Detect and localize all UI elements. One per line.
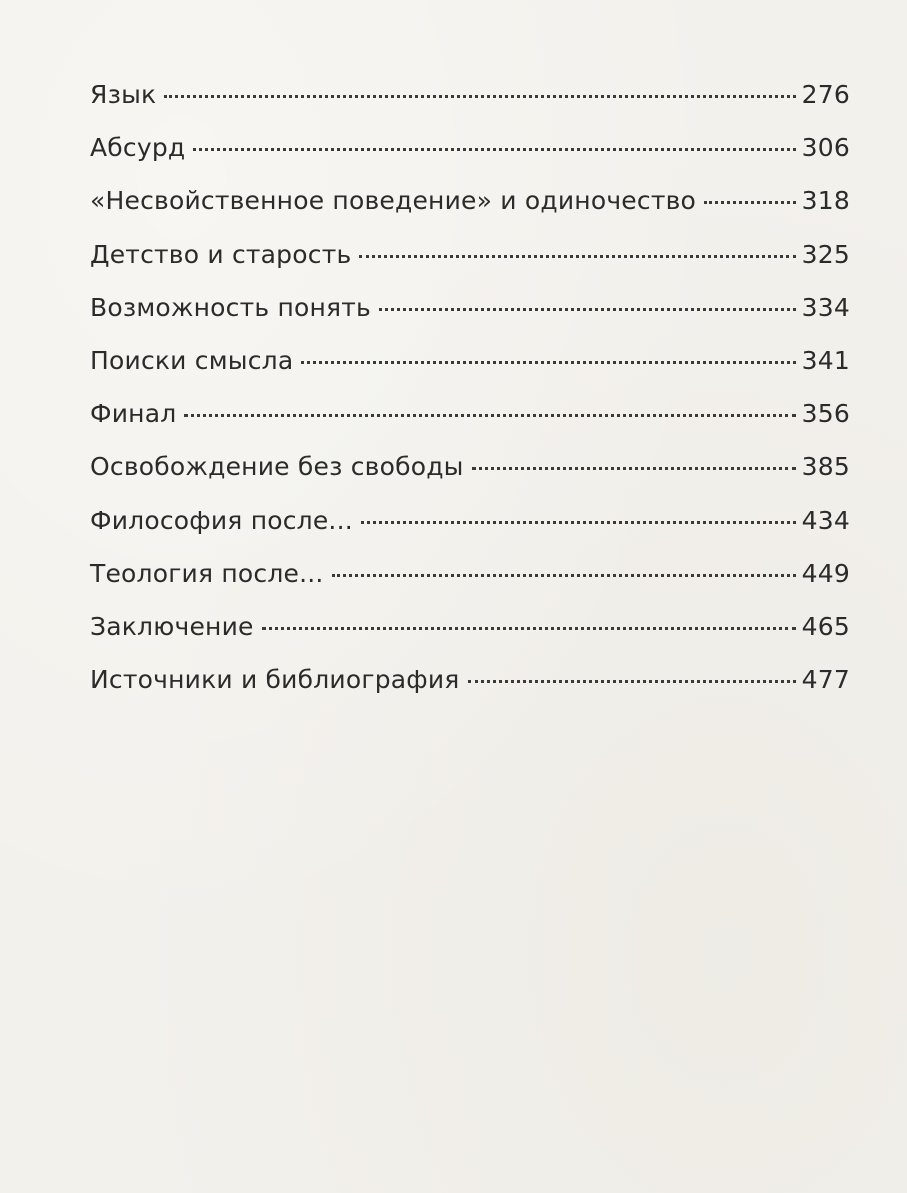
toc-entry-page: 306	[801, 133, 850, 163]
toc-entry	[90, 346, 850, 399]
toc-entry-page: 325	[801, 239, 850, 269]
toc-entry	[90, 559, 850, 612]
toc-entry-page: 449	[801, 558, 850, 588]
toc-entry	[90, 612, 850, 665]
dot-leader	[468, 680, 796, 683]
toc-entry-title: Абсурд	[90, 133, 186, 163]
dot-leader	[704, 201, 796, 204]
dot-leader	[262, 627, 796, 630]
dot-leader	[164, 95, 795, 98]
toc-entry-title: Заключение	[90, 611, 254, 641]
toc-entry	[90, 452, 850, 505]
toc-entry	[90, 133, 850, 186]
dot-leader	[193, 148, 795, 151]
toc-entry-page: 276	[801, 80, 850, 109]
toc-entry-page: 434	[801, 505, 850, 535]
table-of-contents	[90, 80, 850, 718]
toc-entry	[90, 506, 850, 559]
toc-entry	[90, 293, 850, 346]
toc-entry-title: Поиски смысла	[90, 345, 294, 375]
toc-entry-page: 465	[801, 611, 850, 641]
toc-entry-page: 318	[801, 186, 850, 216]
dot-leader	[184, 414, 795, 417]
toc-entry	[90, 240, 850, 293]
dot-leader	[379, 308, 796, 311]
toc-entry	[90, 186, 850, 239]
toc-entry-title: Детство и старость	[90, 239, 352, 269]
toc-entry-title: Возможность понять	[90, 292, 371, 322]
toc-entry-title: Теология после...	[90, 558, 324, 588]
toc-entry-title: Источники и библиография	[90, 665, 460, 695]
toc-entry-page: 334	[801, 292, 850, 322]
toc-entry-title: Освобождение без свободы	[90, 452, 464, 482]
toc-entry-page: 385	[801, 452, 850, 482]
toc-entry	[90, 399, 850, 452]
toc-entry	[90, 80, 850, 133]
toc-entry-title: Философия после...	[90, 505, 353, 535]
dot-leader	[332, 574, 796, 577]
dot-leader	[361, 521, 796, 524]
toc-entry	[90, 665, 850, 718]
toc-entry-page: 341	[801, 345, 850, 375]
dot-leader	[472, 467, 796, 470]
toc-entry-page: 356	[801, 399, 850, 429]
dot-leader	[301, 361, 795, 364]
dot-leader	[359, 255, 795, 258]
toc-entry-title: Финал	[90, 399, 177, 429]
toc-entry-title: Язык	[90, 80, 157, 109]
toc-entry-title: «Несвойственное поведение» и одиночество	[90, 186, 697, 216]
toc-entry-page: 477	[801, 665, 850, 695]
